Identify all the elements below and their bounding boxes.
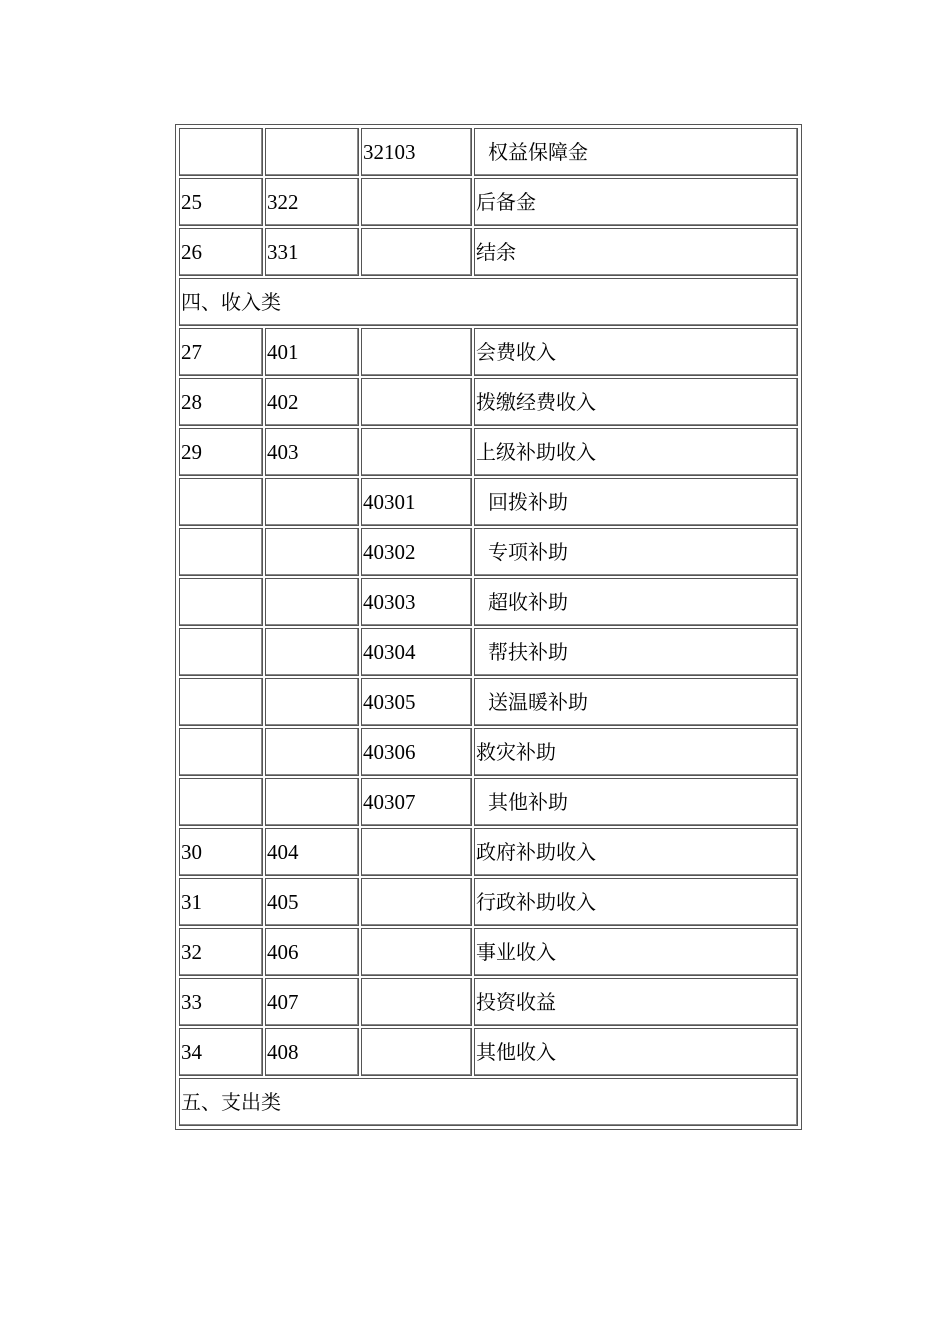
- account-name-cell: [474, 378, 798, 426]
- account-name-cell: [474, 528, 798, 576]
- serial-number-cell-text: 34: [181, 1040, 202, 1064]
- sub-code-cell: [361, 228, 472, 276]
- serial-number-cell: [179, 828, 263, 876]
- sub-code-cell-text: 40303: [363, 590, 416, 614]
- primary-code-cell-text: 407: [267, 990, 299, 1014]
- table-row: [179, 428, 798, 476]
- account-name-cell: [474, 478, 798, 526]
- serial-number-cell: [179, 678, 263, 726]
- sub-code-cell: [361, 378, 472, 426]
- account-name-cell-text: 帮扶补助: [488, 640, 568, 664]
- account-name-cell: [474, 928, 798, 976]
- serial-number-cell: [179, 1028, 263, 1076]
- primary-code-cell: [265, 328, 359, 376]
- serial-number-cell-text: 25: [181, 190, 202, 214]
- sub-code-cell-text: 40307: [363, 790, 416, 814]
- serial-number-cell: [179, 378, 263, 426]
- sub-code-cell-text: 40306: [363, 740, 416, 764]
- section-header-row: [179, 1078, 798, 1126]
- primary-code-cell: [265, 828, 359, 876]
- primary-code-cell: [265, 478, 359, 526]
- sub-code-cell: [361, 878, 472, 926]
- account-name-cell-text: 行政补助收入: [476, 890, 596, 914]
- sub-code-cell: [361, 528, 472, 576]
- account-name-cell-text: 其他收入: [476, 1040, 556, 1064]
- primary-code-cell: [265, 1028, 359, 1076]
- primary-code-cell: [265, 578, 359, 626]
- primary-code-cell: [265, 228, 359, 276]
- account-name-cell-text: 送温暖补助: [488, 690, 588, 714]
- primary-code-cell-text: 408: [267, 1040, 299, 1064]
- account-name-cell: [474, 578, 798, 626]
- serial-number-cell-text: 28: [181, 390, 202, 414]
- account-name-cell: [474, 728, 798, 776]
- primary-code-cell-text: 401: [267, 340, 299, 364]
- serial-number-cell-text: 33: [181, 990, 202, 1014]
- account-name-cell-text: 救灾补助: [476, 740, 556, 764]
- sub-code-cell-text: 40302: [363, 540, 416, 564]
- account-name-cell: [474, 428, 798, 476]
- sub-code-cell-text: 32103: [363, 140, 416, 164]
- account-name-cell-text: 权益保障金: [488, 140, 588, 164]
- account-name-cell: [474, 128, 798, 176]
- sub-code-cell: [361, 928, 472, 976]
- table-row: [179, 1028, 798, 1076]
- serial-number-cell: [179, 128, 263, 176]
- sub-code-cell: [361, 1028, 472, 1076]
- serial-number-cell-text: 26: [181, 240, 202, 264]
- account-name-cell: [474, 628, 798, 676]
- account-name-cell-text: 超收补助: [488, 590, 568, 614]
- primary-code-cell-text: 404: [267, 840, 299, 864]
- account-name-cell-text: 专项补助: [488, 540, 568, 564]
- table-row: [179, 678, 798, 726]
- sub-code-cell: [361, 728, 472, 776]
- serial-number-cell: [179, 328, 263, 376]
- account-name-cell-text: 事业收入: [476, 940, 556, 964]
- serial-number-cell: [179, 578, 263, 626]
- account-name-cell-text: 后备金: [476, 190, 536, 214]
- account-name-cell: [474, 228, 798, 276]
- serial-number-cell: [179, 428, 263, 476]
- account-name-cell-text: 结余: [476, 240, 516, 264]
- serial-number-cell: [179, 728, 263, 776]
- serial-number-cell: [179, 878, 263, 926]
- sub-code-cell: [361, 478, 472, 526]
- table-row: [179, 978, 798, 1026]
- table-row: [179, 828, 798, 876]
- account-name-cell: [474, 328, 798, 376]
- sub-code-cell: [361, 828, 472, 876]
- account-code-table-frame: [175, 124, 802, 1130]
- serial-number-cell-text: 29: [181, 440, 202, 464]
- serial-number-cell: [179, 478, 263, 526]
- sub-code-cell: [361, 628, 472, 676]
- serial-number-cell-text: 32: [181, 940, 202, 964]
- primary-code-cell: [265, 178, 359, 226]
- primary-code-cell-text: 406: [267, 940, 299, 964]
- serial-number-cell-text: 27: [181, 340, 202, 364]
- account-name-cell-text: 上级补助收入: [476, 440, 596, 464]
- table-body: [179, 128, 798, 1126]
- primary-code-cell-text: 402: [267, 390, 299, 414]
- serial-number-cell: [179, 978, 263, 1026]
- section-header-cell: 四、收入类: [179, 278, 798, 326]
- primary-code-cell-text: 322: [267, 190, 299, 214]
- sub-code-cell: [361, 578, 472, 626]
- sub-code-cell: [361, 128, 472, 176]
- primary-code-cell: [265, 928, 359, 976]
- primary-code-cell: [265, 778, 359, 826]
- account-name-cell-text: 回拨补助: [488, 490, 568, 514]
- table-row: [179, 778, 798, 826]
- primary-code-cell: [265, 528, 359, 576]
- account-name-cell: [474, 1028, 798, 1076]
- table-row: [179, 178, 798, 226]
- section-header-cell: 五、支出类: [179, 1078, 798, 1126]
- sub-code-cell: [361, 678, 472, 726]
- account-name-cell: [474, 828, 798, 876]
- sub-code-cell: [361, 428, 472, 476]
- sub-code-cell-text: 40305: [363, 690, 416, 714]
- primary-code-cell: [265, 678, 359, 726]
- sub-code-cell: [361, 178, 472, 226]
- primary-code-cell-text: 403: [267, 440, 299, 464]
- primary-code-cell: [265, 378, 359, 426]
- table-row: [179, 628, 798, 676]
- account-name-cell: [474, 978, 798, 1026]
- table-row: [179, 728, 798, 776]
- section-header-row: [179, 278, 798, 326]
- table-row: [179, 878, 798, 926]
- serial-number-cell: [179, 228, 263, 276]
- account-name-cell: [474, 878, 798, 926]
- account-name-cell: [474, 778, 798, 826]
- account-name-cell: [474, 678, 798, 726]
- table-row: [179, 578, 798, 626]
- account-name-cell-text: 会费收入: [476, 340, 556, 364]
- table-row: [179, 928, 798, 976]
- table-row: [179, 528, 798, 576]
- serial-number-cell: [179, 778, 263, 826]
- primary-code-cell: [265, 128, 359, 176]
- table-row: [179, 378, 798, 426]
- primary-code-cell: [265, 628, 359, 676]
- table-row: [179, 228, 798, 276]
- serial-number-cell: [179, 178, 263, 226]
- sub-code-cell: [361, 978, 472, 1026]
- table-row: [179, 328, 798, 376]
- account-code-table: [177, 126, 800, 1128]
- serial-number-cell: [179, 928, 263, 976]
- serial-number-cell-text: 30: [181, 840, 202, 864]
- table-row: [179, 128, 798, 176]
- account-name-cell-text: 政府补助收入: [476, 840, 596, 864]
- serial-number-cell-text: 31: [181, 890, 202, 914]
- primary-code-cell: [265, 978, 359, 1026]
- account-name-cell-text: 投资收益: [476, 990, 556, 1014]
- table-row: [179, 478, 798, 526]
- sub-code-cell-text: 40304: [363, 640, 416, 664]
- sub-code-cell: [361, 328, 472, 376]
- serial-number-cell: [179, 528, 263, 576]
- primary-code-cell: [265, 728, 359, 776]
- account-name-cell-text: 其他补助: [488, 790, 568, 814]
- sub-code-cell-text: 40301: [363, 490, 416, 514]
- serial-number-cell: [179, 628, 263, 676]
- sub-code-cell: [361, 778, 472, 826]
- account-name-cell: [474, 178, 798, 226]
- account-name-cell-text: 拨缴经费收入: [476, 390, 596, 414]
- primary-code-cell-text: 331: [267, 240, 299, 264]
- primary-code-cell-text: 405: [267, 890, 299, 914]
- primary-code-cell: [265, 428, 359, 476]
- primary-code-cell: [265, 878, 359, 926]
